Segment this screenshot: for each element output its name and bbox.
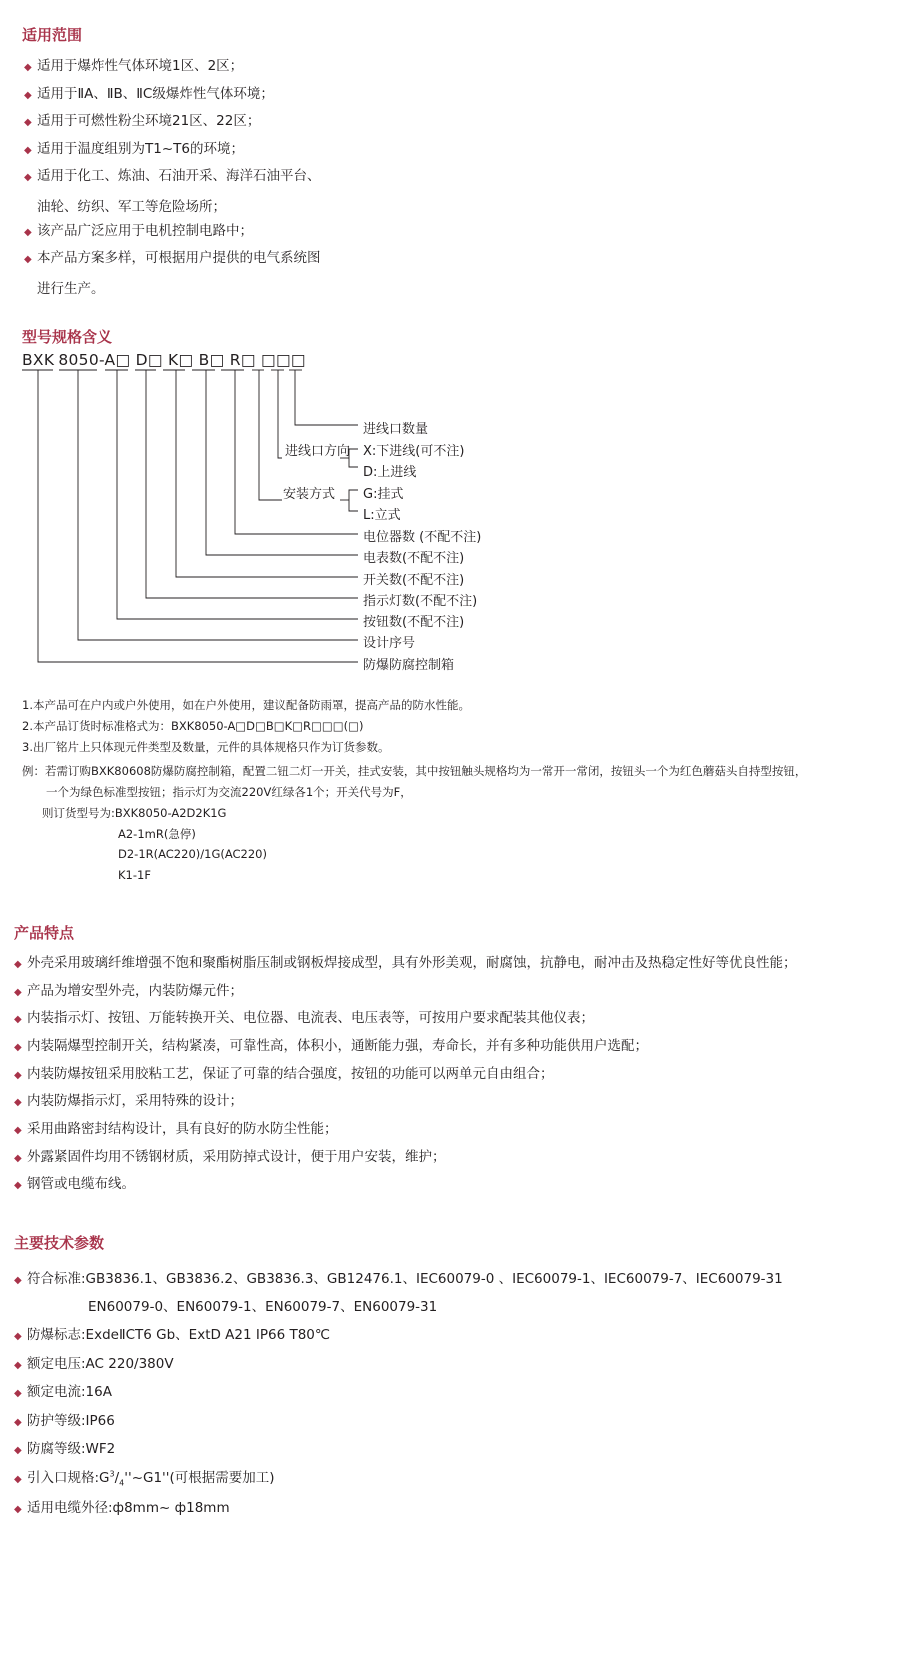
list-item: ◆ 适用于化工、炼油、石油开采、海洋石油平台、 xyxy=(24,168,321,184)
list-item-continuation: 进行生产。 xyxy=(37,281,105,297)
diamond-bullet-icon: ◆ xyxy=(14,1331,22,1342)
diamond-bullet-icon: ◆ xyxy=(14,1014,22,1025)
list-item: ◆ 适用于可燃性粉尘环境21区、22区； xyxy=(24,113,261,129)
list-item: ◆ 内装指示灯、按钮、万能转换开关、电位器、电流表、电压表等，可按用户要求配装其他仪表； xyxy=(14,1010,594,1026)
label-potentiometer: 电位器数 (不配不注) xyxy=(363,530,482,545)
list-item: ◆ 适用于ⅡA、ⅡB、ⅡC级爆炸性气体环境； xyxy=(24,86,274,102)
list-item: ◆ 产品为增安型外壳，内装防爆元件； xyxy=(14,983,243,999)
label-switch: 开关数(不配不注) xyxy=(363,573,465,588)
diamond-bullet-icon: ◆ xyxy=(14,1153,22,1164)
list-item: ◆ 内装防爆指示灯，采用特殊的设计； xyxy=(14,1093,243,1109)
model-heading: 型号规格含义 xyxy=(22,328,113,346)
diamond-bullet-icon: ◆ xyxy=(14,1417,22,1428)
note-line: 例：若需订购BXK80608防爆防腐控制箱，配置二钮二灯一开关，挂式安装，其中按钮触头规格均为一常开一常闭，按钮头一个为红色蘑菇头自持型按钮， xyxy=(22,764,807,778)
label-box: 防爆防腐控制箱 xyxy=(363,658,455,673)
spec-standard: ◆ 符合标准:GB3836.1、GB3836.2、GB3836.3、GB12476.1、IEC60079-0 、IEC60079-1、IEC60079-7、IEC60079-31 xyxy=(14,1271,783,1287)
diamond-bullet-icon: ◆ xyxy=(14,1042,22,1053)
note-line: 一个为绿色标准型按钮；指示灯为交流220V红绿各1个；开关代号为F， xyxy=(46,785,412,799)
list-item: ◆ 本产品方案多样，可根据用户提供的电气系统图 xyxy=(24,250,321,266)
diamond-bullet-icon: ◆ xyxy=(14,1275,22,1286)
label-inlet-count: 进线口数量 xyxy=(363,422,429,437)
diamond-bullet-icon: ◆ xyxy=(14,1504,22,1515)
diamond-bullet-icon: ◆ xyxy=(14,1388,22,1399)
note-line: A2-1mR(急停) xyxy=(118,827,196,841)
spec-rated-voltage: ◆ 额定电压:AC 220/380V xyxy=(14,1356,174,1372)
diamond-bullet-icon: ◆ xyxy=(14,1360,22,1371)
list-item: ◆ 内装隔爆型控制开关，结构紧凑，可靠性高，体积小，通断能力强，寿命长，并有多种功能供用户选配； xyxy=(14,1038,648,1054)
label-inlet-d: D:上进线 xyxy=(363,465,417,480)
scope-heading: 适用范围 xyxy=(22,26,83,44)
diamond-bullet-icon: ◆ xyxy=(24,254,32,265)
label-button: 按钮数(不配不注) xyxy=(363,615,465,630)
features-heading: 产品特点 xyxy=(14,924,75,942)
diamond-bullet-icon: ◆ xyxy=(24,227,32,238)
note-line: 1.本产品可在户内或户外使用，如在户外使用，建议配备防雨罩，提高产品的防水性能。 xyxy=(22,698,470,712)
spec-ex-mark: ◆ 防爆标志:ExdeⅡCT6 Gb、ExtD A21 IP66 T80℃ xyxy=(14,1327,331,1343)
diamond-bullet-icon: ◆ xyxy=(14,1070,22,1081)
list-item: ◆ 外壳采用玻璃纤维增强不饱和聚酯树脂压制或钢板焊接成型，具有外形美观，耐腐蚀，抗静电，耐冲击及热稳定性好等优良性能； xyxy=(14,955,797,971)
spec-inlet: ◆ 引入口规格$:G^3/_4''\sim G1''$(可根据需要加工) xyxy=(14,1469,275,1488)
list-item: ◆ 适用于爆炸性气体环境1区、2区； xyxy=(24,58,244,74)
label-mount: 安装方式 xyxy=(283,487,336,502)
diamond-bullet-icon: ◆ xyxy=(14,987,22,998)
diamond-bullet-icon: ◆ xyxy=(24,145,32,156)
note-line: 2.本产品订货时标准格式为：BXK8050-A□D□B□K□R□□□(□) xyxy=(22,719,364,733)
label-inlet-x: X:下进线(可不注) xyxy=(363,444,465,459)
spec-rated-current: ◆ 额定电流:16A xyxy=(14,1384,112,1400)
diamond-bullet-icon: ◆ xyxy=(14,1097,22,1108)
diamond-bullet-icon: ◆ xyxy=(24,62,32,73)
label-meter: 电表数(不配不注) xyxy=(363,551,465,566)
list-item: ◆ 适用于温度组别为T1~T6的环境； xyxy=(24,141,244,157)
diamond-bullet-icon: ◆ xyxy=(14,1445,22,1456)
label-serial: 设计序号 xyxy=(363,636,416,651)
note-line: D2-1R(AC220)/1G(AC220) xyxy=(118,847,267,861)
model-code-prefix: BXK xyxy=(22,351,55,369)
specs-heading: 主要技术参数 xyxy=(14,1234,105,1252)
spec-cable: ◆ 适用电缆外径:ф8mm~ ф18mm xyxy=(14,1500,230,1516)
list-item: ◆ 钢管或电缆布线。 xyxy=(14,1176,135,1192)
spec-protection: ◆ 防护等级:IP66 xyxy=(14,1413,115,1429)
diamond-bullet-icon: ◆ xyxy=(14,1125,22,1136)
list-item: ◆ 外露紧固件均用不锈钢材质，采用防掉式设计，便于用户安装，维护； xyxy=(14,1149,446,1165)
spec-corrosion: ◆ 防腐等级:WF2 xyxy=(14,1441,116,1457)
label-inlet-direction: 进线口方向 xyxy=(285,444,351,459)
list-item: ◆ 采用曲路密封结构设计，具有良好的防水防尘性能； xyxy=(14,1121,338,1137)
diamond-bullet-icon: ◆ xyxy=(24,117,32,128)
diamond-bullet-icon: ◆ xyxy=(24,90,32,101)
note-line: 则订货型号为:BXK8050-A2D2K1G xyxy=(42,806,227,820)
spec-standard-continuation: EN60079-0、EN60079-1、EN60079-7、EN60079-31 xyxy=(88,1299,438,1315)
diamond-bullet-icon: ◆ xyxy=(14,1180,22,1191)
list-item-continuation: 油轮、纺织、军工等危险场所； xyxy=(37,199,226,215)
diamond-bullet-icon: ◆ xyxy=(24,172,32,183)
note-line: K1-1F xyxy=(118,868,151,882)
list-item: ◆ 该产品广泛应用于电机控制电路中； xyxy=(24,223,253,239)
label-mount-l: L:立式 xyxy=(363,508,401,523)
label-lamp: 指示灯数(不配不注) xyxy=(363,594,478,609)
diamond-bullet-icon: ◆ xyxy=(14,1474,22,1485)
diamond-bullet-icon: ◆ xyxy=(14,959,22,970)
model-code-rest: -A□ D□ K□ B□ R□ □□□ xyxy=(98,351,306,369)
note-line: 3.出厂铭片上只体现元件类型及数量，元件的具体规格只作为订货参数。 xyxy=(22,740,390,754)
label-mount-g: G:挂式 xyxy=(363,487,404,502)
list-item: ◆ 内装防爆按钮采用胶粘工艺，保证了可靠的结合强度，按钮的功能可以两单元自由组合； xyxy=(14,1066,554,1082)
model-code-serial: 8050 xyxy=(58,351,99,369)
